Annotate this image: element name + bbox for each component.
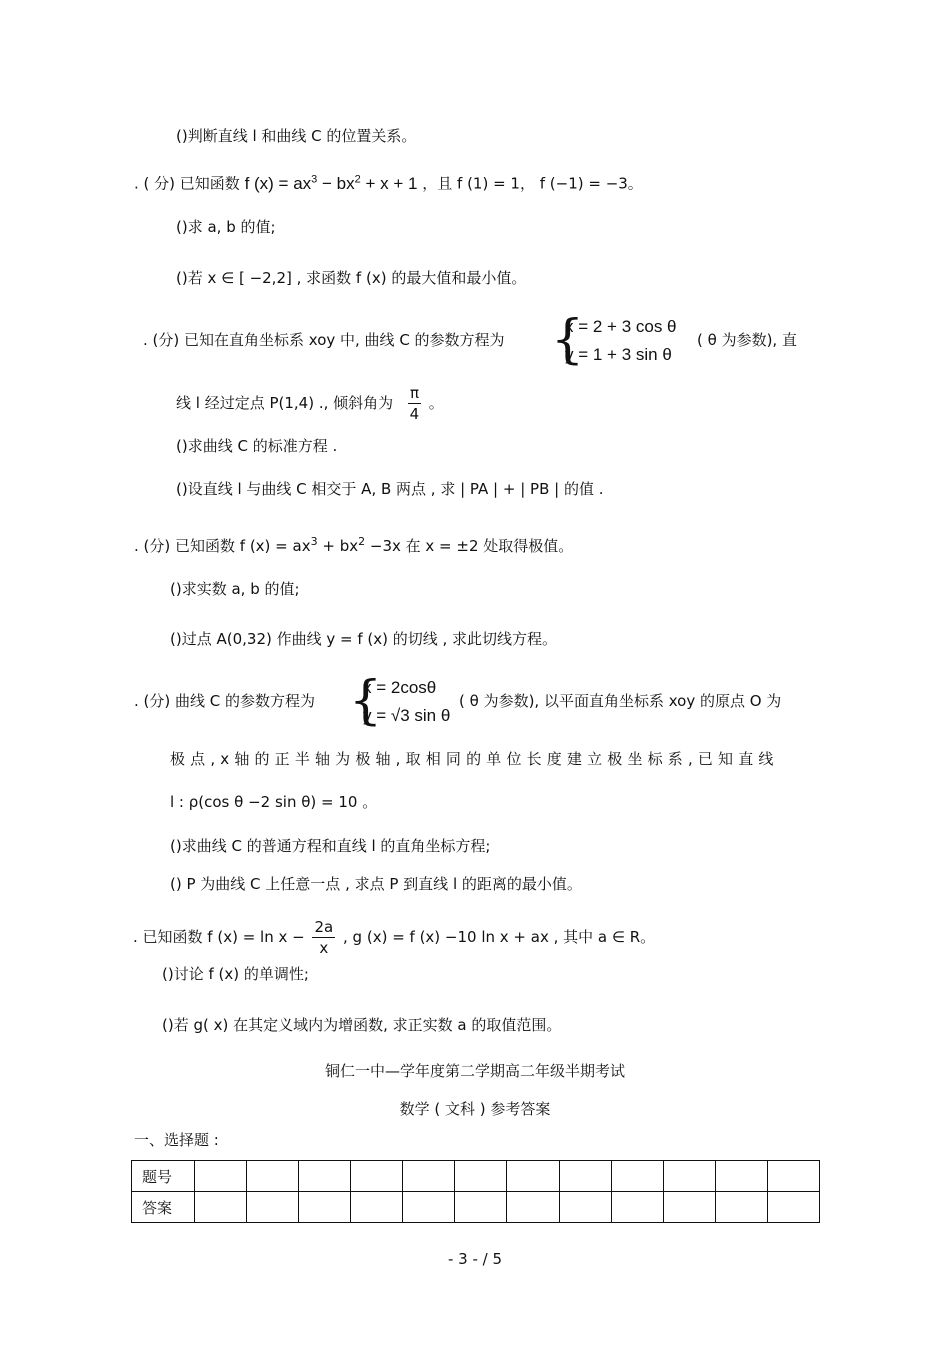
answer-subtitle: 数学 ( 文科 ) 参考答案 <box>399 1100 551 1118</box>
param-equations <box>551 310 691 370</box>
section-heading: 一、选择题 : <box>134 1131 219 1149</box>
table-cell <box>403 1192 455 1223</box>
equation-x: x = 2 + 3 cos θ <box>565 317 677 336</box>
fraction-pi-over-4: $\frac{\pi}{4}$ <box>409 384 420 423</box>
table-cell <box>507 1161 559 1192</box>
condition: ，且 f (1) = 1， f (−1) = −3。 <box>422 174 643 193</box>
table-cell <box>247 1192 299 1223</box>
question-part: ()求曲线 C 的标准方程 . <box>176 437 338 455</box>
table-cell <box>559 1161 611 1192</box>
table-row <box>132 1161 820 1192</box>
table-cell <box>611 1192 663 1223</box>
equation-y: y = 1 + 3 sin θ <box>565 345 672 364</box>
row-header: 答案 <box>132 1192 195 1223</box>
question-d-line2: 极 点 , x 轴 的 正 半 轴 为 极 轴 , 取 相 同 的 单 位 长 度 建 立 极 坐 标 系 , 已 知 直 线 <box>170 750 774 768</box>
table-cell <box>559 1192 611 1223</box>
table-cell <box>351 1192 403 1223</box>
answer-title: 铜仁一中—学年度第二学期高二年级半期考试 <box>324 1062 625 1080</box>
question-part: ()过点 A(0,32) 作曲线 y = f (x) 的切线 , 求此切线方程。 <box>170 630 558 648</box>
question-c-stem: . (分) 已知函数 f $(x) = ax^3 + bx^2 -3x$ 在 x = ±2 处取得极值。 <box>134 535 574 555</box>
table-cell <box>663 1161 715 1192</box>
page-number: - 3 - / 5 <box>447 1250 503 1268</box>
param-equations <box>349 671 459 731</box>
equation-x: x = 2cosθ <box>363 678 437 697</box>
question-part: ()判断直线 l 和曲线 C 的位置关系。 <box>176 127 417 145</box>
question-part: ()求曲线 C 的普通方程和直线 l 的直角坐标方程; <box>170 837 491 855</box>
question-b-stem: . (分) 已知在直角坐标系 xoy 中, 曲线 C 的参数方程为 <box>143 331 505 349</box>
table-cell <box>351 1161 403 1192</box>
table-cell <box>195 1161 247 1192</box>
question-d-stem: . (分) 曲线 C 的参数方程为 <box>134 692 316 710</box>
table-cell <box>195 1192 247 1223</box>
table-cell <box>403 1161 455 1192</box>
row-header: 题号 <box>132 1161 195 1192</box>
question-part: ()求实数 a, b 的值; <box>170 580 300 598</box>
param-note: ( θ 为参数), 以平面直角坐标系 xoy 的原点 O 为 <box>459 692 782 710</box>
question-d-line3: l : ρ(cos θ −2 sin θ) = 10 。 <box>170 793 378 811</box>
answer-table <box>131 1160 820 1223</box>
param-note: ( θ 为参数), 直 <box>697 331 797 349</box>
equation-y: y = √3 sin θ <box>363 706 451 725</box>
question-head: . ( 分) 已知函数 <box>134 174 240 193</box>
table-cell <box>715 1161 767 1192</box>
table-cell <box>247 1161 299 1192</box>
formula: f $(x) = ax^3 - bx^2 + x + 1$ <box>244 173 418 193</box>
question-part: ()讨论 f (x) 的单调性; <box>162 965 309 983</box>
question-part: ()求 a, b 的值; <box>176 218 276 236</box>
question-a-stem <box>134 169 643 194</box>
table-cell <box>455 1192 507 1223</box>
table-cell <box>611 1161 663 1192</box>
question-part: ()若 x ∈ [ −2,2] , 求函数 f (x) 的最大值和最小值。 <box>176 269 527 287</box>
question-part: () P 为曲线 C 上任意一点 , 求点 P 到直线 l 的距离的最小值。 <box>170 875 582 893</box>
table-cell <box>767 1192 819 1223</box>
fraction-2a-over-x: $\frac{2a}{x}$ <box>314 918 334 957</box>
brace: { <box>551 310 585 370</box>
table-cell <box>663 1192 715 1223</box>
question-b-line2: 线 l 经过定点 P(1,4) ., 倾斜角为 $\frac{\pi}{4}$ 。 <box>176 384 444 423</box>
table-cell <box>767 1161 819 1192</box>
question-part: ()设直线 l 与曲线 C 相交于 A, B 两点 , 求 | PA | + | PB | 的值 . <box>176 480 604 498</box>
question-part: ()若 g( x) 在其定义域内为增函数, 求正实数 a 的取值范围。 <box>162 1016 562 1034</box>
table-cell <box>715 1192 767 1223</box>
question-e-stem: . 已知函数 f (x) = ln x − $\frac{2a}{x}$ , g (x) = f (x) −10 ln x + ax , 其中 a ∈ R。 <box>133 918 656 957</box>
brace: { <box>349 671 383 731</box>
table-cell <box>299 1161 351 1192</box>
table-cell <box>507 1192 559 1223</box>
table-cell <box>455 1161 507 1192</box>
table-cell <box>299 1192 351 1223</box>
table-row <box>132 1192 820 1223</box>
